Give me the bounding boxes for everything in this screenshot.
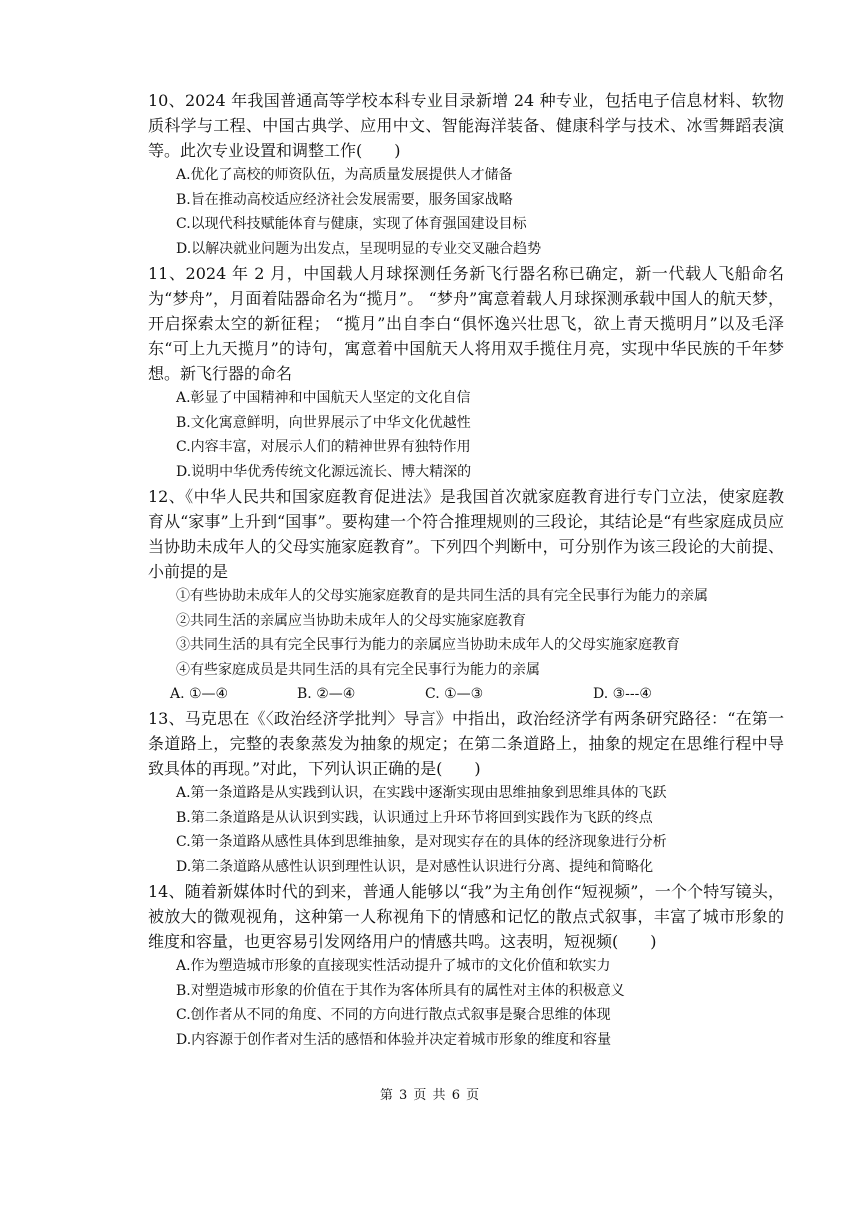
question-stem: 12、《中华人民共和国家庭教育促进法》是我国首次就家庭教育进行专门立法，使家庭教育从“家事”上升到“国事”。要构建一个符合推理规则的三段论，其结论是“有些家庭成员应当协助未成年人的父母实施家庭教育”。下列四个判断中，可分别作为该三段论的大前提、小前提的是 bbox=[148, 487, 784, 581]
question-stem: 14、随着新媒体时代的到来，普通人能够以“我”为主角创作“短视频”，一个个特写镜头，被放大的微观视角，这种第一人称视角下的情感和记忆的散点式叙事，丰富了城市形象的维度和容量，也更容易引发网络用户的情感共鸣。这表明，短视频( ) bbox=[148, 882, 784, 951]
option-d: D.第二条道路从感性认识到理性认识，是对感性认识进行分离、提纯和简略化 bbox=[176, 858, 654, 875]
question-stem: 11、2024 年 2 月，中国载人月球探测任务新飞行器名称已确定，新一代载人飞船命名为“梦舟”，月面着陆器命名为“揽月”。 “梦舟”寓意着载人月球探测承载中国人的航天梦，开启探索太空的新征程； “揽月”出自李白“俱怀逸兴壮思飞，欲上青天揽明月”以及毛泽东“可上九天揽月”的诗句，寓意着中国航天人将用双手揽住月亮，实现中华民族的千年梦想。新飞行器的命名 bbox=[148, 264, 784, 383]
question-13 bbox=[148, 706, 784, 879]
option-b: B.旨在推动高校适应经济社会发展需要，服务国家战略 bbox=[176, 191, 513, 208]
choice-row bbox=[170, 682, 784, 706]
option-c: C.第一条道路从感性具体到思维抽象，是对现实存在的具体的经济现象进行分析 bbox=[176, 834, 667, 850]
statement-2: ②共同生活的亲属应当协助未成年人的父母实施家庭教育 bbox=[176, 612, 526, 629]
option-a: A.彰显了中国精神和中国航天人坚定的文化自信 bbox=[176, 390, 471, 406]
option-b: B.文化寓意鲜明，向世界展示了中华文化优越性 bbox=[176, 414, 471, 431]
question-14 bbox=[148, 879, 784, 1052]
option-a: A.优化了高校的师资队伍，为高质量发展提供人才储备 bbox=[176, 167, 513, 183]
statement-4: ④有些家庭成员是共同生活的具有完全民事行为能力的亲属 bbox=[176, 661, 540, 678]
option-d: D.内容源于创作者对生活的感悟和体验并决定着城市形象的维度和容量 bbox=[176, 1031, 612, 1048]
question-12 bbox=[148, 484, 784, 706]
question-stem: 13、马克思在《〈政治经济学批判〉导言》中指出，政治经济学有两条研究路径：“在第一条道路上，完整的表象蒸发为抽象的规定；在第二条道路上，抽象的规定在思维行程中导致具体的再现。”对此，下列认识正确的是( ) bbox=[148, 709, 784, 778]
option-b: B.对塑造城市形象的价值在于其作为客体所具有的属性对主体的积极意义 bbox=[176, 982, 625, 999]
page-number: 第 3 页 共 6 页 bbox=[379, 1088, 481, 1103]
option-a: A.作为塑造城市形象的直接现实性活动提升了城市的文化价值和软实力 bbox=[176, 958, 611, 974]
option-a: A.第一条道路是从实践到认识，在实践中逐渐实现由思维抽象到思维具体的飞跃 bbox=[176, 785, 667, 801]
option-d: D.以解决就业问题为出发点，呈现明显的专业交叉融合趋势 bbox=[176, 240, 542, 257]
choice-c: C. ①—③ bbox=[425, 686, 484, 702]
question-10 bbox=[148, 88, 784, 261]
option-c: C.内容丰富，对展示人们的精神世界有独特作用 bbox=[176, 439, 471, 455]
choice-a: A. ①—④ bbox=[170, 686, 229, 702]
statement-1: ①有些协助未成年人的父母实施家庭教育的是共同生活的具有完全民事行为能力的亲属 bbox=[176, 588, 708, 604]
choice-d: D. ③---④ bbox=[593, 686, 652, 702]
question-11 bbox=[148, 261, 784, 484]
question-stem: 10、2024 年我国普通高等学校本科专业目录新增 24 种专业，包括电子信息材料、软物质科学与工程、中国古典学、应用中文、智能海洋装备、健康科学与技术、冰雪舞蹈表演等。此次专业设置和调整工作( ) bbox=[148, 91, 784, 160]
option-b: B.第二条道路是从认识到实践，认识通过上升环节将回到实践作为飞跃的终点 bbox=[176, 809, 653, 826]
question-list bbox=[148, 88, 784, 1052]
choice-b: B. ②—④ bbox=[297, 686, 356, 702]
option-c: C.以现代科技赋能体育与健康，实现了体育强国建设目标 bbox=[176, 216, 527, 232]
option-c: C.创作者从不同的角度、不同的方向进行散点式叙事是聚合思维的体现 bbox=[176, 1007, 611, 1023]
statement-3: ③共同生活的具有完全民事行为能力的亲属应当协助未成年人的父母实施家庭教育 bbox=[176, 637, 680, 653]
option-d: D.说明中华优秀传统文化源远流长、博大精深的 bbox=[176, 463, 472, 480]
